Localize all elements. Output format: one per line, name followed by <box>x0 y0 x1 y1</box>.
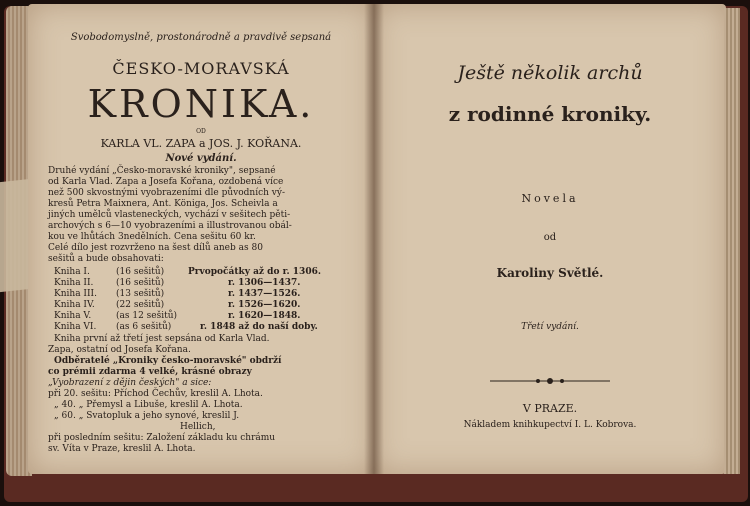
body-line: Kniha první až třetí jest sepsána od Karla Vlad. <box>54 334 270 344</box>
contents-count: (16 sešitů) <box>116 267 165 277</box>
right-title-line1: Ještě několik archů <box>457 62 643 84</box>
od-label: od <box>543 232 557 243</box>
tagline: Svobodomyslně, prostonárodně a pravdivě sepsaná <box>70 32 332 43</box>
title-line1: ČESKO-MORAVSKÁ <box>112 59 290 78</box>
body-line: „ 40. „ Přemysl a Libuše, kreslil A. Lhota. <box>54 400 243 410</box>
contents-count: (as 12 sešitů) <box>116 311 178 321</box>
contents-desc: r. 1620—1848. <box>228 311 301 321</box>
author: Karoliny Světlé. <box>496 266 604 280</box>
contents-desc: r. 1848 až do naší doby. <box>200 322 318 332</box>
edition-note: Třetí vydání. <box>521 322 579 332</box>
body-line: „Vyobrazení z dějin českých" a sice: <box>48 378 212 388</box>
title-line2: KRONIKA. <box>87 82 315 126</box>
contents-book: Kniha IV. <box>54 300 95 310</box>
body-line: než 500 skvostnými vyobrazeními dle původních vý- <box>48 188 285 198</box>
body-line: při posledním sešitu: Založení základu ku chrámu <box>48 433 276 443</box>
page-edges-right <box>724 8 740 474</box>
body-line: při 20. sešitu: Příchod Čechův, kreslil A. Lhota. <box>48 389 263 399</box>
contents-count: (as 6 sešitů) <box>116 322 172 332</box>
contents-book: Kniha I. <box>54 267 90 277</box>
contents-book: Kniha II. <box>54 278 94 288</box>
contents-count: (22 sešitů) <box>116 300 165 310</box>
body-line: sešitů a bude obsahovati: <box>48 254 164 264</box>
edition-note: Nové vydání. <box>165 153 237 164</box>
body-line: Celé dílo jest rozvrženo na šest dílů aneb as 80 <box>48 243 263 253</box>
body-line: Zapa, ostatní od Josefa Kořana. <box>48 345 191 355</box>
contents-book: Kniha V. <box>54 311 92 321</box>
body-line: Hellich, <box>180 422 216 432</box>
body-line: kou ve lhůtách 3nedělních. Cena sešitu 60 kr. <box>48 232 256 242</box>
body-line: co prémii zdarma 4 velké, krásné obrazy <box>48 367 252 377</box>
contents-count: (16 sešitů) <box>116 278 165 288</box>
body-line: jiných umělců vlasteneckých, vychází v sešitech pěti- <box>48 210 291 220</box>
authors: KARLA VL. ZAPA a JOS. J. KOŘANA. <box>100 137 302 150</box>
body-line: „ 60. „ Svatopluk a jeho synové, kreslil J. <box>54 411 240 421</box>
right-title-line2: z rodinné kroniky. <box>448 102 652 126</box>
right-page <box>374 4 726 474</box>
body-line: Odběratelé „Kroniky česko-moravské" obdrží <box>54 356 282 366</box>
body-line: od Karla Vlad. Zapa a Josefa Kořana, ozdobená více <box>48 177 284 187</box>
place: V PRAZE. <box>522 402 578 415</box>
contents-book: Kniha VI. <box>54 322 97 332</box>
left-page <box>28 4 374 474</box>
book-gutter <box>364 4 384 474</box>
od-label: OD <box>196 128 206 135</box>
contents-desc: r. 1437—1526. <box>228 289 301 299</box>
body-line: kresů Petra Maixnera, Ant. Königa, Jos. Scheivla a <box>48 199 278 209</box>
genre: Novela <box>521 192 579 205</box>
body-line: archových s 6—10 vyobrazeními a illustrovanou obál- <box>48 221 292 231</box>
body-line: sv. Víta v Praze, kreslil A. Lhota. <box>48 444 196 454</box>
publisher: Nákladem knihkupectví I. L. Kobrova. <box>463 420 637 430</box>
contents-desc: r. 1306—1437. <box>228 278 301 288</box>
ornament-divider <box>490 376 610 386</box>
body-line: Druhé vydání „Česko-moravské kroniky", sepsané <box>48 166 276 176</box>
contents-book: Kniha III. <box>54 289 97 299</box>
contents-desc: r. 1526—1620. <box>228 300 301 310</box>
contents-desc: Prvopočátky až do r. 1306. <box>188 267 321 277</box>
contents-count: (13 sešitů) <box>116 289 165 299</box>
